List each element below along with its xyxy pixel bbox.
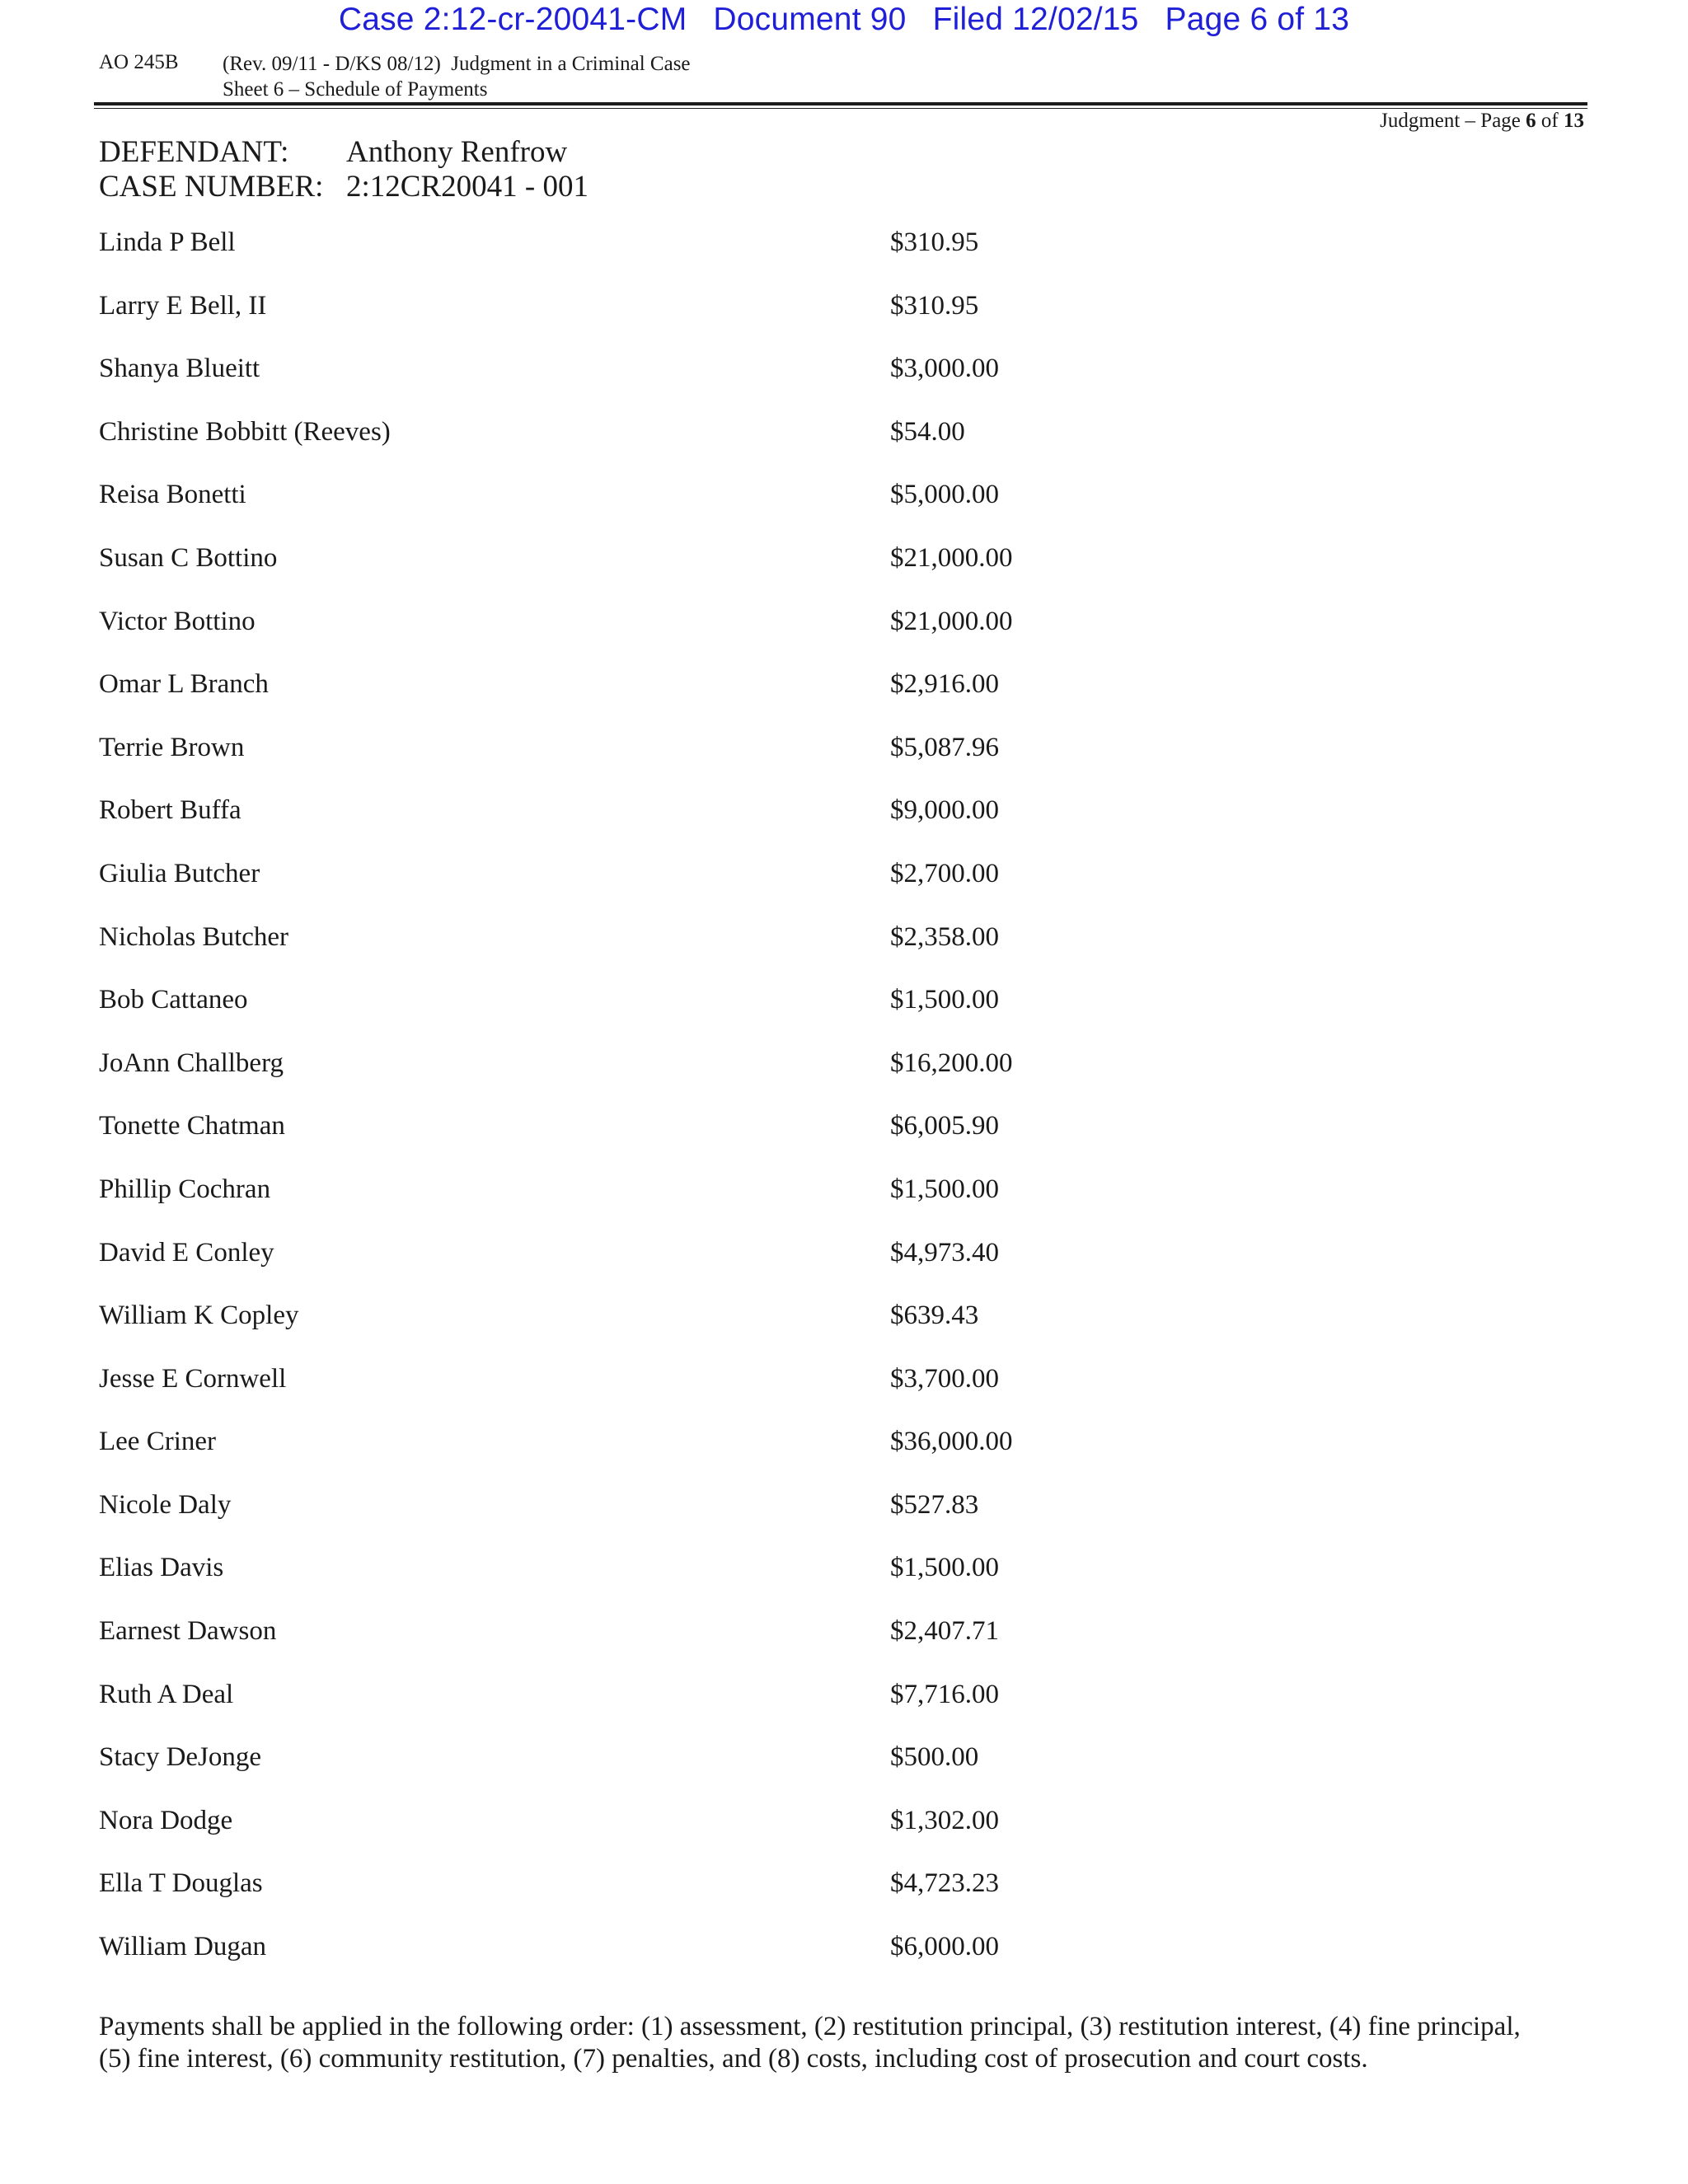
payee-row bbox=[99, 1553, 1582, 1616]
payee-name: David E Conley bbox=[99, 1237, 274, 1268]
payee-name: Nicholas Butcher bbox=[99, 921, 289, 952]
payee-row bbox=[99, 1427, 1582, 1490]
payee-amount: $36,000.00 bbox=[890, 1427, 1013, 1457]
payee-name: Larry E Bell, II bbox=[99, 290, 267, 321]
payee-amount: $527.83 bbox=[890, 1489, 979, 1520]
payee-amount: $1,500.00 bbox=[890, 1553, 999, 1583]
payee-amount: $3,700.00 bbox=[890, 1363, 999, 1394]
defendant-name: Anthony Renfrow bbox=[346, 135, 568, 169]
payee-amount: $1,500.00 bbox=[890, 1174, 999, 1204]
payee-name: Robert Buffa bbox=[99, 795, 241, 826]
form-sheet: Sheet 6 – Schedule of Payments bbox=[223, 78, 488, 101]
payee-name: Stacy DeJonge bbox=[99, 1742, 262, 1773]
payee-row bbox=[99, 1364, 1582, 1427]
page-ref-current: 6 bbox=[1526, 110, 1536, 132]
payee-row bbox=[99, 480, 1582, 543]
payee-row bbox=[99, 1490, 1582, 1554]
payee-amount: $21,000.00 bbox=[890, 542, 1013, 573]
form-revision-block bbox=[223, 51, 691, 102]
payee-name: Tonette Chatman bbox=[99, 1111, 285, 1141]
payee-amount: $2,407.71 bbox=[890, 1616, 999, 1647]
payee-name: Elias Davis bbox=[99, 1553, 224, 1583]
payee-name: Susan C Bottino bbox=[99, 542, 278, 573]
payee-row bbox=[99, 669, 1582, 733]
payment-order-line-1: Payments shall be applied in the following order: (1) assessment, (2) restitution principal, (3) restitution interest, (4) fine principal, bbox=[99, 2012, 1521, 2041]
payee-name: Earnest Dawson bbox=[99, 1616, 277, 1647]
case-number-value: 2:12CR20041 - 001 bbox=[346, 170, 588, 204]
payee-amount: $5,087.96 bbox=[890, 732, 999, 762]
payee-name: Nicole Daly bbox=[99, 1489, 232, 1520]
payee-row bbox=[99, 417, 1582, 480]
payee-amount: $3,000.00 bbox=[890, 354, 999, 384]
payee-row bbox=[99, 1616, 1582, 1680]
form-id: AO 245B bbox=[99, 51, 179, 73]
payee-name: Bob Cattaneo bbox=[99, 985, 248, 1015]
header-rule-thin bbox=[94, 108, 1587, 109]
payee-amount: $2,916.00 bbox=[890, 669, 999, 700]
payee-name: Phillip Cochran bbox=[99, 1174, 271, 1204]
payee-row bbox=[99, 291, 1582, 354]
filing-stamp bbox=[0, 2, 1688, 38]
restitution-payee-list bbox=[99, 227, 1582, 1995]
payee-name: Giulia Butcher bbox=[99, 858, 260, 888]
payee-amount: $1,500.00 bbox=[890, 985, 999, 1015]
payee-name: Terrie Brown bbox=[99, 732, 245, 762]
payee-row bbox=[99, 985, 1582, 1048]
stamp-filed: Filed 12/02/15 bbox=[932, 2, 1139, 37]
defendant-label: DEFENDANT: bbox=[99, 135, 289, 169]
payee-amount: $5,000.00 bbox=[890, 480, 999, 510]
payee-row bbox=[99, 1806, 1582, 1869]
payee-row bbox=[99, 1680, 1582, 1743]
payee-amount: $310.95 bbox=[890, 290, 979, 321]
stamp-page: Page 6 of 13 bbox=[1165, 2, 1350, 37]
payee-name: Ella T Douglas bbox=[99, 1868, 263, 1899]
payee-amount: $6,005.90 bbox=[890, 1111, 999, 1141]
payee-amount: $7,716.00 bbox=[890, 1679, 999, 1709]
payee-amount: $500.00 bbox=[890, 1742, 979, 1773]
payee-row bbox=[99, 227, 1582, 291]
payee-name: William K Copley bbox=[99, 1301, 299, 1331]
payee-row bbox=[99, 795, 1582, 859]
payment-order-note bbox=[99, 2011, 1550, 2075]
payee-amount: $21,000.00 bbox=[890, 606, 1013, 636]
payee-amount: $639.43 bbox=[890, 1301, 979, 1331]
form-revision: (Rev. 09/11 - D/KS 08/12) Judgment in a Criminal Case bbox=[223, 53, 691, 75]
payee-row bbox=[99, 1111, 1582, 1174]
payee-name: Nora Dodge bbox=[99, 1805, 233, 1835]
payee-row bbox=[99, 1932, 1582, 1995]
page-ref-prefix: Judgment – Page bbox=[1380, 110, 1521, 132]
payee-row bbox=[99, 859, 1582, 922]
judgment-page-ref bbox=[1380, 110, 1584, 133]
payee-row bbox=[99, 922, 1582, 986]
payee-row bbox=[99, 1238, 1582, 1301]
payee-name: Lee Criner bbox=[99, 1427, 217, 1457]
stamp-document: Document 90 bbox=[713, 2, 907, 37]
payee-name: Jesse E Cornwell bbox=[99, 1363, 287, 1394]
payee-name: Omar L Branch bbox=[99, 669, 269, 700]
payee-amount: $4,973.40 bbox=[890, 1237, 999, 1268]
payee-name: Shanya Blueitt bbox=[99, 354, 260, 384]
case-number-label: CASE NUMBER: bbox=[99, 170, 324, 204]
payee-amount: $310.95 bbox=[890, 227, 979, 257]
page-ref-of: of bbox=[1540, 110, 1559, 132]
payee-amount: $1,302.00 bbox=[890, 1805, 999, 1835]
payee-row bbox=[99, 354, 1582, 417]
header-rule-thick bbox=[94, 102, 1587, 105]
payee-row bbox=[99, 1742, 1582, 1806]
payee-row bbox=[99, 1301, 1582, 1364]
payee-row bbox=[99, 733, 1582, 796]
payee-row bbox=[99, 1048, 1582, 1112]
stamp-case: Case 2:12-cr-20041-CM bbox=[338, 2, 687, 37]
payee-amount: $16,200.00 bbox=[890, 1047, 1013, 1078]
payee-amount: $4,723.23 bbox=[890, 1868, 999, 1899]
payee-name: Reisa Bonetti bbox=[99, 480, 246, 510]
payee-name: Linda P Bell bbox=[99, 227, 236, 257]
payee-row bbox=[99, 543, 1582, 607]
payee-name: Christine Bobbitt (Reeves) bbox=[99, 416, 391, 447]
payee-name: Ruth A Deal bbox=[99, 1679, 234, 1709]
payee-name: JoAnn Challberg bbox=[99, 1047, 284, 1078]
payee-row bbox=[99, 607, 1582, 670]
payee-name: Victor Bottino bbox=[99, 606, 256, 636]
payee-row bbox=[99, 1174, 1582, 1238]
payee-amount: $2,358.00 bbox=[890, 921, 999, 952]
payee-name: William Dugan bbox=[99, 1932, 267, 1962]
payee-amount: $54.00 bbox=[890, 416, 965, 447]
payee-amount: $2,700.00 bbox=[890, 858, 999, 888]
payee-amount: $9,000.00 bbox=[890, 795, 999, 826]
payee-row bbox=[99, 1868, 1582, 1932]
page-ref-total: 13 bbox=[1564, 110, 1584, 132]
payment-order-line-2: (5) fine interest, (6) community restitution, (7) penalties, and (8) costs, including cost of prosecution and court costs. bbox=[99, 2044, 1368, 2074]
payee-amount: $6,000.00 bbox=[890, 1932, 999, 1962]
